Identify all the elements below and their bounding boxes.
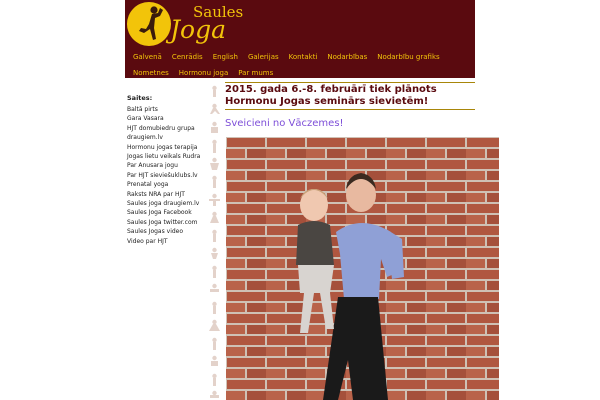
nav-item-par-mums[interactable]: Par mums: [238, 69, 274, 77]
sidebar-link[interactable]: Par Anusara jogu: [127, 162, 178, 170]
article-title[interactable]: 2015. gada 6.-8. februārī tiek plānots Hormonu Jogas seminārs sievietēm!: [225, 82, 475, 110]
logo-text-saules: Saules: [193, 3, 244, 21]
article-subtitle[interactable]: Sveicieni no Vāczemes!: [225, 118, 344, 129]
nav-item-galerijas[interactable]: Galerijas: [247, 53, 279, 61]
sidebar-link[interactable]: HJT domubiedru grupa draugiem.lv: [127, 124, 195, 142]
yoga-pose-icon: [127, 2, 171, 46]
sidebar-link[interactable]: Hormonu jogas terapija: [127, 143, 198, 151]
yoga-poses-decoration-icon: [207, 82, 222, 400]
sidebar-link[interactable]: Saules Joga twitter.com: [127, 218, 198, 226]
nav-item-nodarbibu-grafiks[interactable]: Nodarbību grafiks: [377, 53, 440, 61]
nav-item-nometnes[interactable]: Nometnes: [133, 69, 169, 77]
sidebar-link[interactable]: Gara Vasara: [127, 115, 164, 123]
sidebar-link[interactable]: Video par HJT: [127, 237, 168, 245]
sidebar-link[interactable]: Baltā pirts: [127, 106, 158, 113]
yoga-poses-strip: [207, 82, 222, 400]
logo-text-joga: Joga: [170, 15, 226, 44]
sidebar-link[interactable]: Saules Jogas video: [127, 228, 184, 236]
brick-wall-photo-icon: [226, 137, 499, 400]
sidebar-link[interactable]: Par HJT sieviešuklubs.lv: [127, 171, 198, 179]
nav-item-cenradis[interactable]: Cenrādis: [171, 53, 203, 61]
nav-item-hormonu-joga[interactable]: Hormonu joga: [178, 69, 229, 77]
sidebar-title: Saites:: [127, 94, 153, 102]
article-photo: [226, 137, 499, 400]
nav-item-kontakti[interactable]: Kontakti: [288, 53, 318, 61]
logo-emblem[interactable]: [127, 2, 171, 46]
main-nav: [128, 50, 472, 80]
sidebar-link[interactable]: Prenatal yoga: [127, 181, 169, 189]
sidebar-link[interactable]: Saules joga draugiem.lv: [127, 200, 200, 208]
nav-item-galvena[interactable]: Galvenā: [133, 53, 162, 61]
sidebar-links: [127, 94, 211, 246]
site-header: [125, 0, 475, 78]
sidebar-link[interactable]: Raksts NRA par HJT: [127, 190, 185, 198]
nav-item-nodarbibas[interactable]: Nodarbības: [327, 53, 368, 61]
nav-item-english[interactable]: English: [212, 53, 238, 61]
sidebar-link[interactable]: Saules Joga Facebook: [127, 209, 192, 217]
sidebar-link[interactable]: Jogas lietu veikals Rudra: [127, 153, 201, 161]
